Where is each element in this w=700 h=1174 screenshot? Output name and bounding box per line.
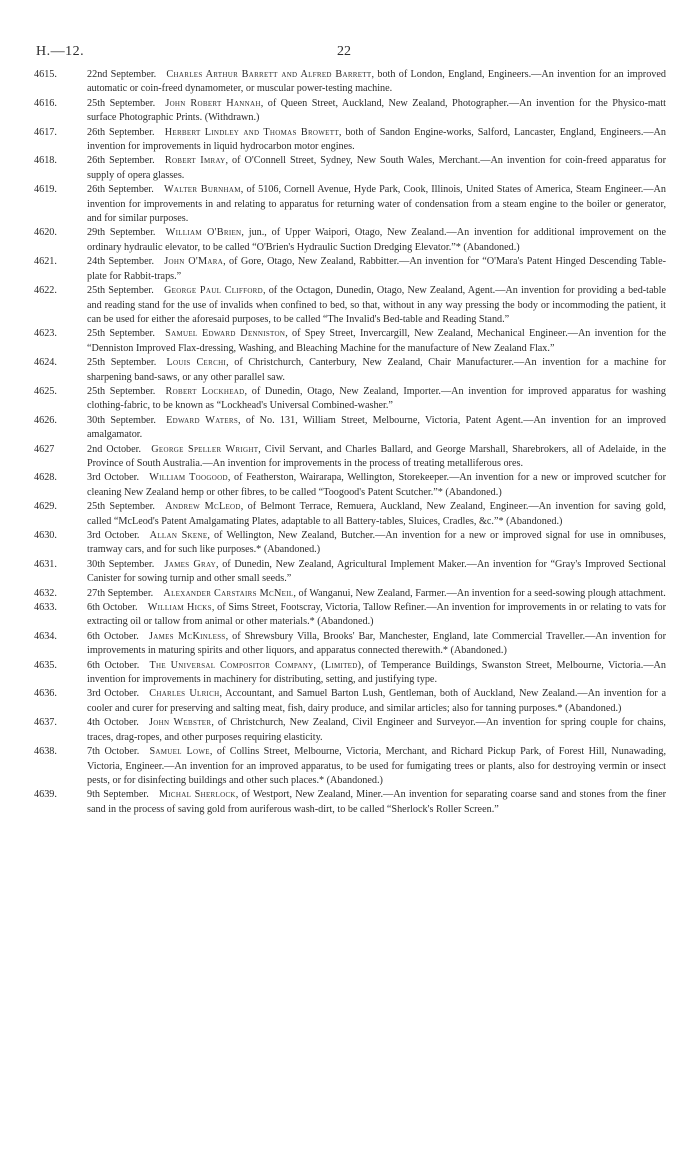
entry-description: , of 5106, Cornell Avenue, Hyde Park, Cook, Illinois, United States of America, Steam Engineer.—An invention for improvements in and relating to apparatus for returning water of condensation from a steam engine to the boiler or generator, and for similar purposes. (87, 184, 666, 225)
entry-date: 26th September. (87, 126, 155, 138)
patent-entry (34, 443, 666, 472)
patent-entry (34, 327, 666, 356)
patent-entry (34, 226, 666, 255)
entry-date: 26th September. (87, 184, 154, 196)
entry-date: 7th October. (87, 746, 140, 758)
patent-entry (34, 471, 666, 500)
entry-number: 4622. (34, 285, 57, 297)
entry-applicants: Charles Ulrich (149, 688, 220, 700)
page-number: 22 (337, 44, 351, 59)
entry-number: 4632. (34, 587, 57, 599)
entry-applicants: Louis Cerchi (166, 357, 227, 369)
patent-entry (34, 284, 666, 327)
entry-description: , Civil Servant, and Charles Ballard, and George Marshall, Sharebrokers, all of Adelaide, in the Province of South Australia.—An invention for improvements in the process of treating metalliferous ores. (87, 443, 667, 469)
entry-date: 6th October. (87, 659, 140, 671)
entry-number: 4623. (34, 328, 57, 340)
entry-applicants: Andrew McLeod (165, 501, 241, 513)
entry-number: 4637. (34, 717, 57, 729)
entry-description: , of Temperance Buildings, Swanston Street, Melbourne, Victoria.—An invention for improvements in machinery for distributing, setting, and justifying type. (87, 659, 666, 686)
entry-description: , of O'Connell Street, Sydney, New South Wales, Merchant.—An invention for coin-freed apparatus for supply of opera glasses. (87, 155, 666, 181)
entry-date: 25th September. (87, 357, 157, 369)
entry-applicants: Edward Waters (166, 414, 239, 426)
entry-description: , of Westport, New Zealand, Miner.—An invention for separating coarse sand and stones from the finer sand in the process of saving gold from auriferous wash-dirt, to be called “Sherlock's Roller Screen.” (87, 789, 666, 815)
entry-number: 4616. (34, 97, 57, 109)
entry-description: , jun., of Upper Waipori, Otago, New Zealand.—An invention for additional improvement on the ordinary hydraulic elevator, to be called “O'Brien's Hydraulic Suction Dredging Elevator.”* (Abandoned.) (87, 227, 666, 253)
patent-entry (34, 788, 666, 817)
entry-date: 3rd October. (87, 688, 140, 700)
entry-date: 3rd October. (87, 530, 140, 541)
entry-date: 24th September. (87, 256, 155, 268)
patent-entry (34, 630, 666, 659)
patent-entry (34, 558, 666, 587)
patent-entry (34, 97, 666, 126)
entry-number: 4627 (34, 443, 55, 455)
entry-number: 4629. (34, 501, 57, 513)
entry-number: 4634. (34, 630, 57, 642)
entry-number: 4639. (34, 789, 57, 801)
entry-applicants: William Toogood (149, 472, 228, 484)
entry-number: 4635. (34, 659, 57, 671)
entry-description: , of Featherston, Wairarapa, Wellington, Storekeeper.—An invention for a new or improved scutcher for cleaning New Zealand hemp or other fibres, to be called “Toogood's Patent Scutcher.”* (Abandoned.) (87, 472, 666, 498)
patent-entry (34, 68, 666, 97)
entry-date: 2nd October. (87, 443, 142, 455)
entry-description: , of Gore, Otago, New Zealand, Rabbitter.—An invention for “O'Mara's Patent Hinged Descending Table-plate for Rabbit-traps.” (87, 256, 666, 282)
entry-description: , of Christchurch, Canterbury, New Zealand, Chair Manufacturer.—An invention for a machine for sharpening band-saws, or any other parallel saw. (87, 357, 666, 383)
patent-entry (34, 414, 666, 443)
entry-description: , of Wanganui, New Zealand, Farmer.—An invention for a seed-sowing plough attachment. (293, 587, 666, 599)
entry-date: 30th September. (87, 414, 156, 426)
entry-applicants: John O'Mara (164, 256, 224, 268)
entry-description: , of Sims Street, Footscray, Victoria, Tallow Refiner.—An invention for improvements in or relating to vats for extracting oil or tallow from animal or other materials.* (Abandoned.) (87, 602, 666, 628)
entry-applicants: George Speller Wright (151, 443, 259, 455)
entry-date: 25th September. (87, 328, 155, 340)
entry-description: , both of Sandon Engine-works, Salford, Lancaster, England, Engineers.—An invention for improvements in liquid hydrocarbon motor engines. (87, 126, 667, 153)
entry-number: 4617. (34, 126, 57, 138)
document-reference: H.—12. (36, 44, 85, 59)
entry-date: 4th October. (87, 717, 139, 729)
entry-description: , of Belmont Terrace, Remuera, Auckland, New Zealand, Engineer.—An invention for saving gold, called “McLeod's Patent Amalgamating Plates, adaptable to all Battery-tables, Sluices, Cradles, &c.”* (Abandoned.) (87, 501, 666, 527)
entry-description: , of Queen Street, Auckland, New Zealand, Photographer.—An invention for the Physico-matt surface Photographic Prints. (Withdrawn.) (87, 97, 666, 124)
entry-applicants: Walter Burnham (164, 184, 241, 196)
entry-number: 4638. (34, 746, 57, 758)
entry-description: , of Dunedin, New Zealand, Agricultural Implement Maker.—An invention for “Gray's Improved Sectional Canister for sowing turnip and other small seeds.” (87, 558, 666, 585)
entry-description: , of Dunedin, Otago, New Zealand, Importer.—An invention for improved apparatus for washing clothing-fabric, to be known as “Lockhead's Universal Combined-washer.” (87, 385, 666, 412)
entry-applicants: George Paul Clifford (164, 285, 263, 297)
entry-number: 4624. (34, 357, 57, 369)
entry-date: 25th September. (87, 385, 156, 397)
patent-entry (34, 745, 666, 788)
entry-date: 22nd September. (87, 69, 157, 80)
entry-applicants: Herbert Lindley and Thomas Browett (164, 126, 339, 138)
patent-entries-list (34, 68, 666, 817)
entry-number: 4618. (34, 155, 57, 167)
entry-date: 26th September. (87, 155, 155, 167)
entry-date: 6th October. (87, 630, 139, 642)
entry-number: 4633. (34, 602, 57, 614)
patent-entry (34, 716, 666, 745)
entry-number: 4636. (34, 688, 57, 700)
entry-number: 4625. (34, 385, 57, 397)
entry-number: 4620. (34, 227, 57, 239)
entry-applicants: William Hicks (147, 602, 212, 614)
entry-applicants: Michal Sherlock (158, 789, 236, 801)
entry-applicants: Robert Lockhead (165, 385, 245, 397)
patent-entry (34, 500, 666, 529)
entry-applicants: Alexander Carstairs McNeil (163, 587, 294, 599)
entry-description: , of No. 131, William Street, Melbourne, Victoria, Patent Agent.—An invention for an improved amalgamator. (87, 414, 666, 441)
entry-description: , of Spey Street, Invercargill, New Zealand, Mechanical Engineer.—An invention for the “Denniston Improved Flax-dressing, Washing, and Bleaching Machine for the manufacture of New Zealand Flax.” (87, 328, 666, 354)
patent-entry (34, 126, 666, 155)
patent-entry (34, 659, 666, 688)
entry-number: 4630. (34, 530, 57, 541)
patent-entry (34, 587, 666, 601)
entry-number: 4615. (34, 69, 57, 80)
patent-entry (34, 183, 666, 226)
entry-date: 3rd October. (87, 472, 140, 484)
entry-date: 6th October. (87, 602, 138, 614)
entry-description: , both of London, England, Engineers.—An invention for an improved automatic or coin-freed dynamometer, or muscular power-testing machine. (87, 69, 667, 95)
entry-date: 25th September. (87, 97, 156, 109)
entry-description: , Accountant, and Samuel Barton Lush, Gentleman, both of Auckland, New Zealand.—An invention for a cooler and curer for preserving and salting meat, fish, dairy produce, and similar articles; also for tanning purposes.* (Abandoned.) (87, 688, 666, 714)
patent-entry (34, 601, 666, 630)
entry-date: 25th September. (87, 501, 155, 513)
entry-applicants: Samuel Edward Denniston (165, 328, 286, 340)
entry-applicants: James Gray (164, 558, 217, 570)
patent-entry (34, 529, 666, 558)
entry-applicants: James McKinless (148, 630, 226, 642)
entry-applicants: The Universal Compositor Company, (Limited) (149, 659, 362, 671)
entry-applicants: Charles Arthur Barrett and Alfred Barrett (166, 69, 372, 80)
patent-entry (34, 154, 666, 183)
entry-description: , of the Octagon, Dunedin, Otago, New Zealand, Agent.—An invention for providing a bed-table and reading stand for the use of invalids when confined to bed, so that, without in any way pressing the body or incommoding the patient, it can be used for either the aforesaid purposes, to be called “The Invalid's Bed-table and Reading Stand.” (87, 285, 666, 325)
entry-applicants: Samuel Lowe (149, 746, 210, 758)
entry-description: , of Shrewsbury Villa, Brooks' Bar, Manchester, England, late Commercial Traveller.—An invention for improvements in maturing spirits and other liquors, and apparatus connected therewith.* (Abandoned.) (87, 630, 666, 657)
patent-entry (34, 255, 666, 284)
entry-applicants: Allan Skene (149, 530, 208, 541)
entry-description: , of Christchurch, New Zealand, Civil Engineer and Surveyor.—An invention for spring couple for chains, traces, drag-ropes, and other purposes requiring elasticity. (87, 717, 666, 743)
entry-number: 4628. (34, 472, 57, 484)
entry-applicants: Robert Imray (164, 155, 226, 167)
entry-date: 29th September. (87, 227, 156, 239)
patent-entry (34, 687, 666, 716)
patent-entry (34, 356, 666, 385)
entry-number: 4631. (34, 558, 57, 570)
patent-entry (34, 385, 666, 414)
entry-number: 4626. (34, 414, 57, 426)
entry-applicants: John Webster (149, 717, 212, 729)
entry-applicants: John Robert Hannah (165, 97, 261, 109)
entry-description: , of Wellington, New Zealand, Butcher.—An invention for a new or improved signal for use in omnibuses, tramway cars, and for such like purposes.* (Abandoned.) (87, 530, 666, 556)
entry-date: 27th September. (87, 587, 154, 599)
entry-date: 9th September. (87, 789, 149, 801)
entry-date: 25th September. (87, 285, 154, 297)
entry-description: , of Collins Street, Melbourne, Victoria, Merchant, and Richard Pickup Park, of Forest Hill, Nunawading, Victoria, Engineer.—An invention for an improved apparatus, to be used for fumigating trees or plants, also for destroying vermin or insect pests, or for disinfecting buildings and other such places.* (Abandoned.) (87, 746, 667, 786)
entry-applicants: William O'Brien (165, 227, 242, 239)
entry-date: 30th September. (87, 558, 155, 570)
entry-number: 4619. (34, 184, 57, 196)
entry-number: 4621. (34, 256, 57, 268)
